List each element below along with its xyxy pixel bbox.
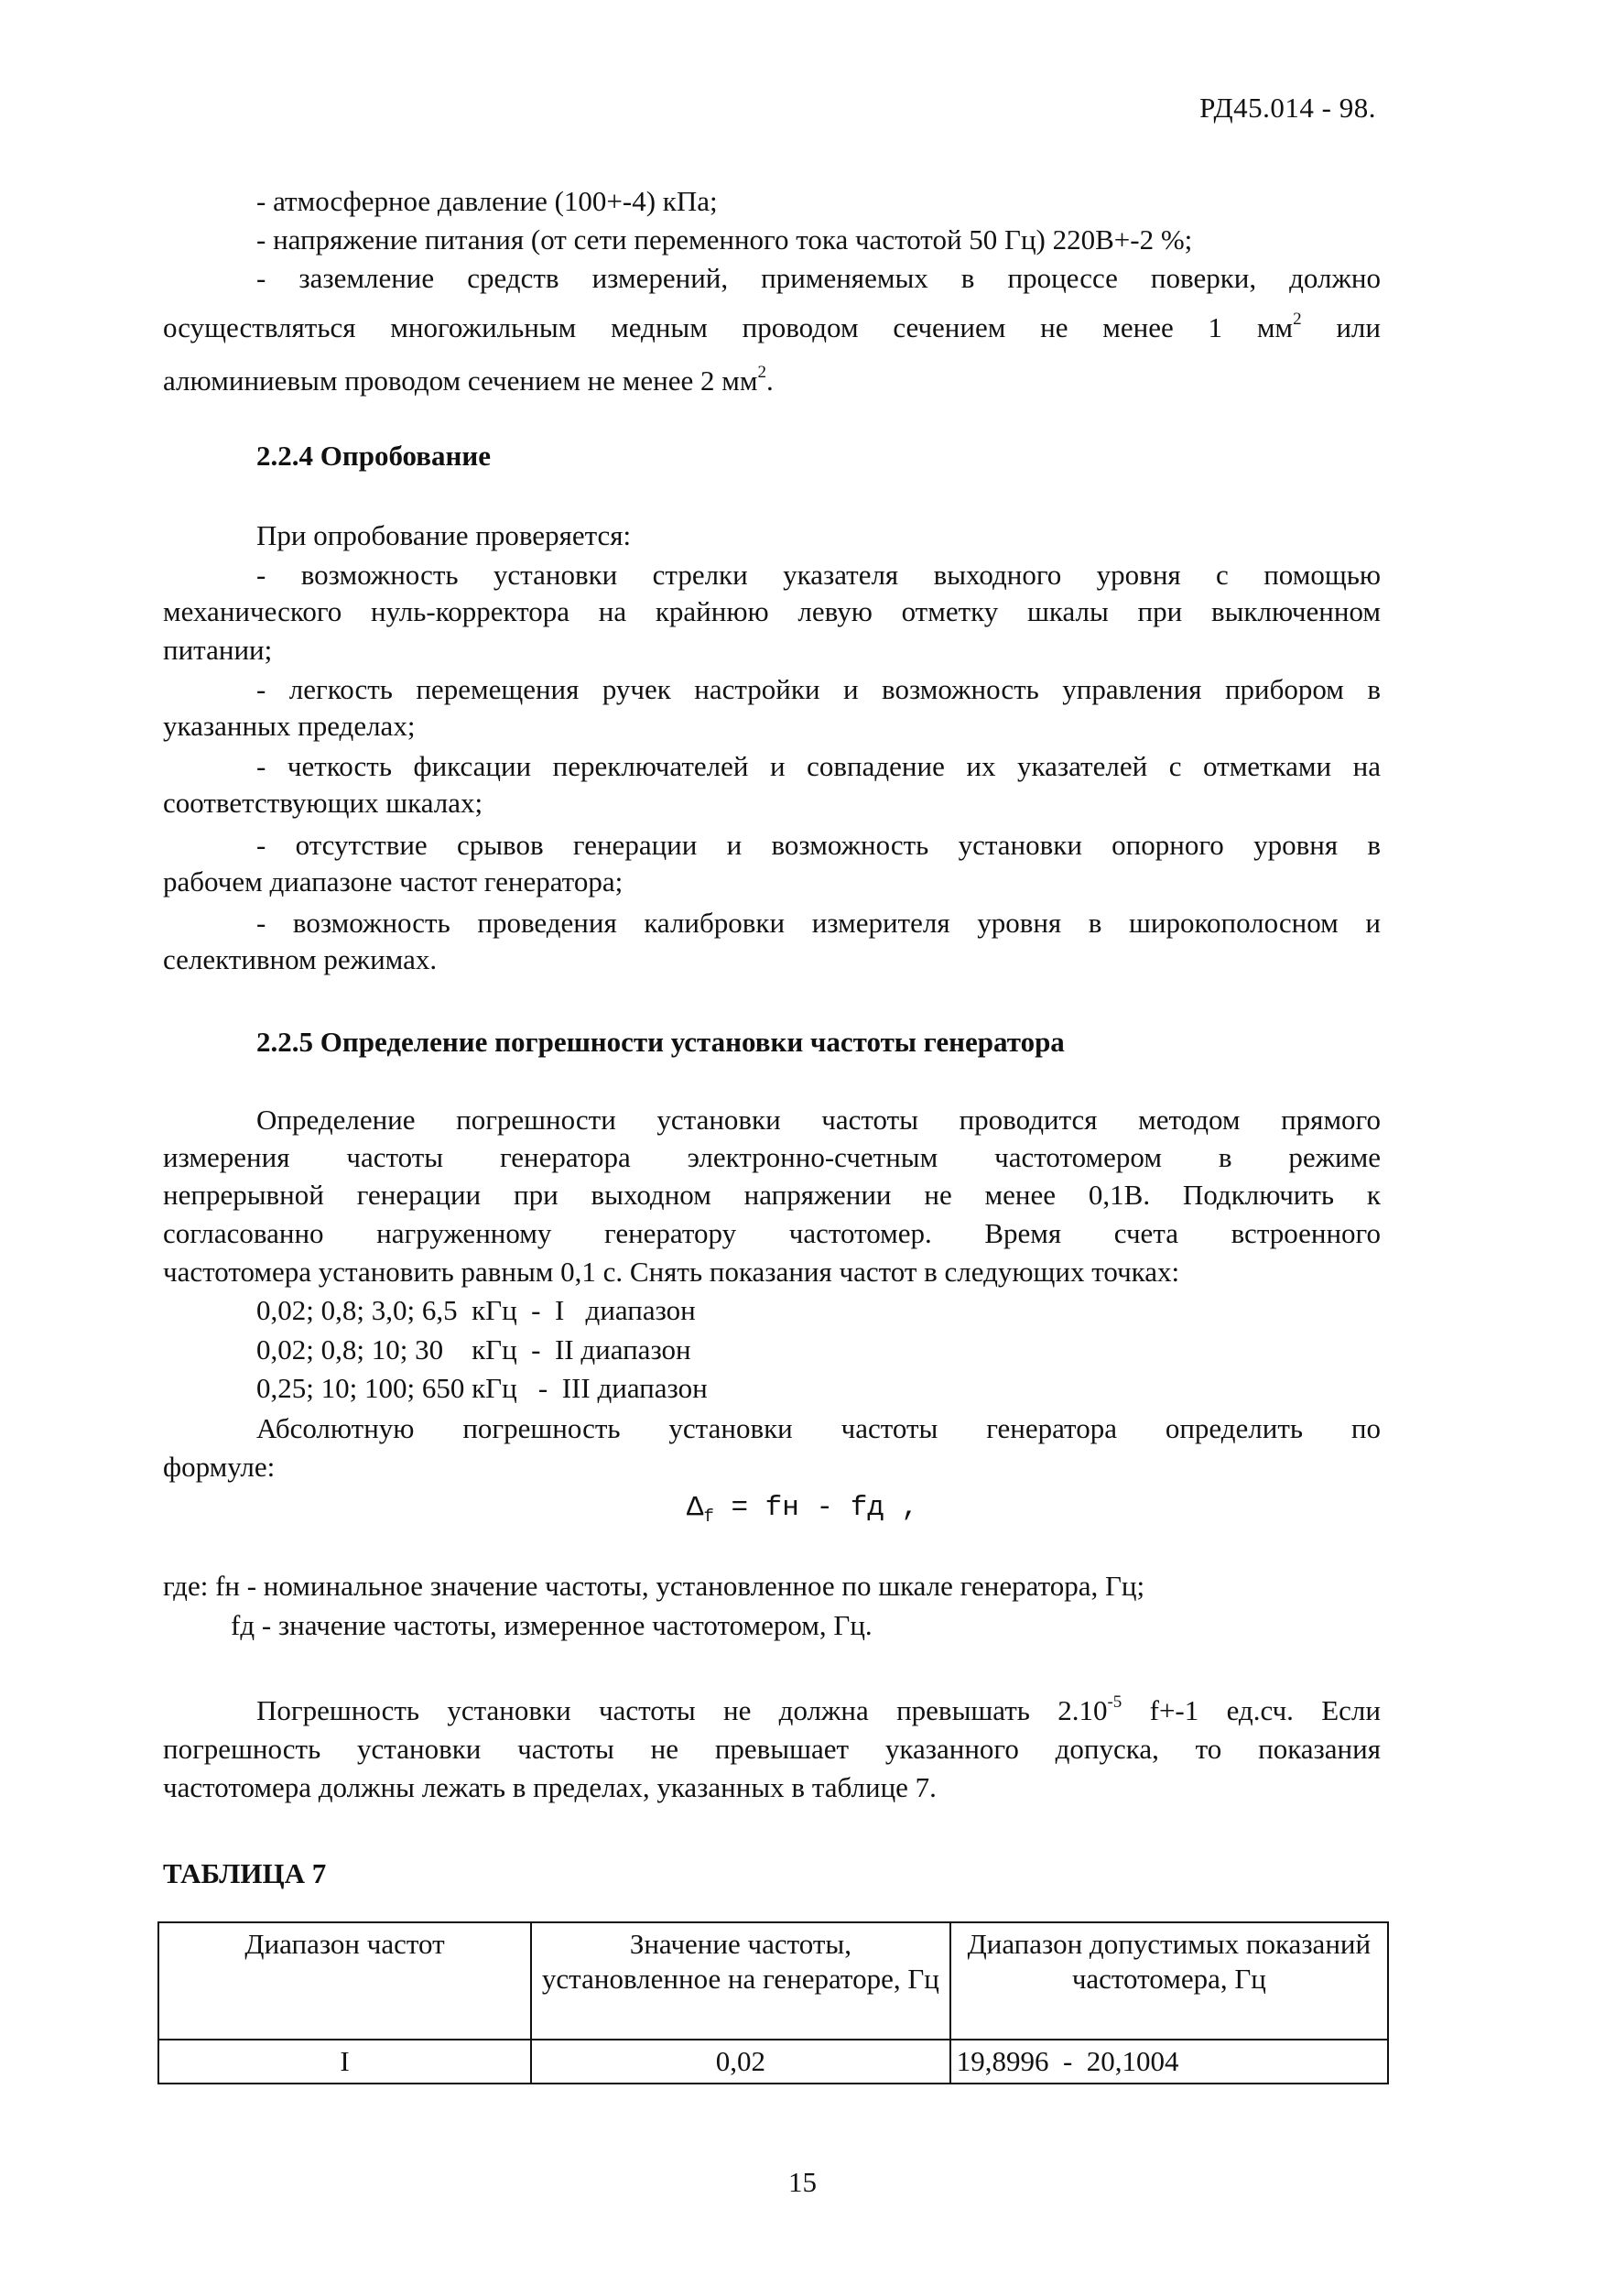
check-item-4-line1: - отсутствие срывов генерации и возможность установки опорного уровня в [256,829,1381,861]
condition-ground-line1: - заземление средств измерений, применяемых в процессе поверки, должно [256,262,1381,294]
frequency-range-3: 0,25; 10; 100; 650 кГц - III диапазон [256,1372,708,1404]
check-item-4-line2: рабочем диапазоне частот генератора; [163,865,624,898]
section-225-para2-line2: формуле: [163,1451,276,1483]
section-225-para3-line1: Погрешность установки частоты не должна превышать $2.10^{-5}$ f+-1 ед.сч. Если [256,1692,1381,1726]
section-224-title: 2.2.4 Опробование [256,440,492,472]
condition-ground-line2: осуществляться многожильным медным проводом сечением не менее 1 $мм^2$ или [163,310,1381,343]
condition-pressure: - атмосферное давление (100+-4) кПа; [256,185,718,217]
frequency-range-1: 0,02; 0,8; 3,0; 6,5 кГц - I диапазон [256,1294,696,1326]
section-225-para3-line2: погрешность установки частоты не превышает указанного допуска, то показания [163,1733,1381,1765]
table-7 [157,1921,1389,2084]
table-cell: I [158,2040,531,2084]
table-header-row [158,1922,1388,2040]
table-header-cell: Значение частоты, установленное на генераторе, Гц [531,1922,950,2040]
where-line-2: fд - значение частоты, измеренное частотомером, Гц. [231,1609,873,1641]
condition-voltage: - напряжение питания (от сети переменного тока частотой 50 Гц) 220В+-2 %; [256,223,1193,256]
section-225-para1-line5: частотомера установить равным 0,1 с. Снять показания частот в следующих точках: [163,1256,1180,1288]
frequency-range-2: 0,02; 0,8; 10; 30 кГц - II диапазон [256,1333,691,1366]
where-line-1: где: fн - номинальное значение частоты, установленное по шкале генератора, Гц; [163,1570,1145,1602]
section-225-para1-line1: Определение погрешности установки частоты проводится методом прямого [256,1104,1381,1136]
section-225-para1-line3: непрерывной генерации при выходном напряжении не менее 0,1В. Подключить к [163,1179,1381,1211]
condition-ground-line3: алюминиевым проводом сечением не менее 2 $мм^2$. [163,363,774,397]
table-row [158,2040,1388,2084]
check-item-2-line2: указанных пределах; [163,710,416,742]
section-225-para1-line2: измерения частоты генератора электронно-счетным частотомером в режиме [163,1141,1381,1173]
table-caption: ТАБЛИЦА 7 [163,1857,327,1889]
document-header: РД45.014 - 98. [1199,92,1376,124]
page-number: 15 [788,2166,817,2198]
check-item-3-line2: соответствующих шкалах; [163,787,483,819]
check-item-3-line1: - четкость фиксации переключателей и совпадение их указателей с отметками на [256,750,1381,782]
section-224-intro: При опробование проверяется: [256,519,632,551]
check-item-1-line2: механического нуль-корректора на крайнюю левую отметку шкалы при выключенном [163,595,1381,627]
section-225-para2-line1: Абсолютную погрешность установки частоты генератора определить по [256,1412,1381,1444]
table-cell: 0,02 [531,2040,950,2084]
table-header-cell: Диапазон допустимых показаний частотомера, Гц [950,1922,1388,2040]
check-item-2-line1: - легкость перемещения ручек настройки и возможность управления прибором в [256,673,1381,705]
section-225-para1-line4: согласованно нагруженному генератору частотомер. Время счета встроенного [163,1217,1381,1249]
table-header-cell: Диапазон частот [158,1922,531,2040]
section-225-title: 2.2.5 Определение погрешности установки частоты генератора [256,1026,1065,1058]
table-cell: 19,8996 - 20,1004 [950,2040,1388,2084]
error-formula: $\Delta_f$ = fн - fд , [686,1492,919,1528]
check-item-5-line2: селективном режимах. [163,943,438,975]
section-225-para3-line3: частотомера должны лежать в пределах, указанных в таблице 7. [163,1771,937,1803]
check-item-5-line1: - возможность проведения калибровки измерителя уровня в широкополосном и [256,907,1381,939]
check-item-1-line3: питании; [163,634,273,666]
check-item-1-line1: - возможность установки стрелки указателя выходного уровня с помощью [256,559,1381,591]
